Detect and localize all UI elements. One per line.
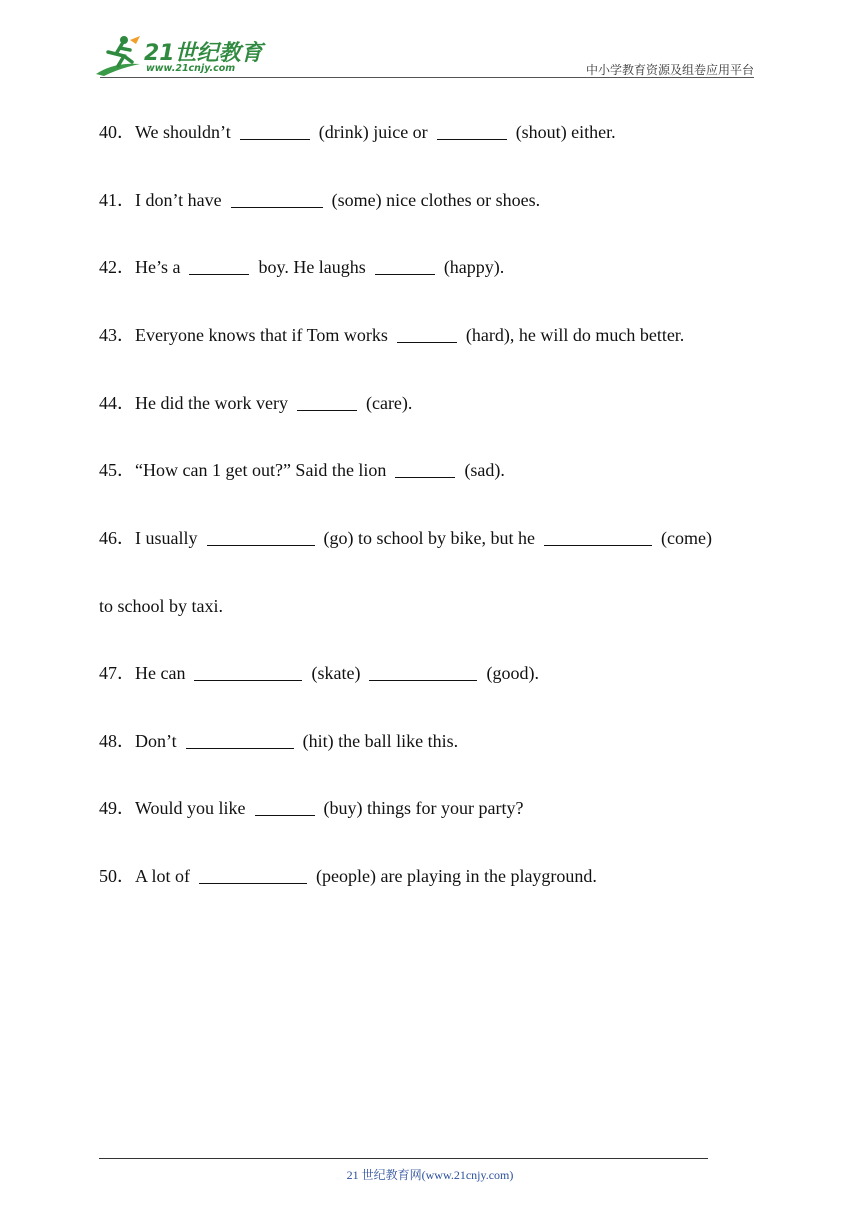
question-text: (drink) juice or [318,122,428,142]
question-text: (shout) either. [515,122,616,142]
question-40 [99,121,616,143]
answer-blank[interactable] [437,123,507,140]
answer-blank[interactable] [375,258,435,275]
answer-blank[interactable] [199,867,307,884]
question-text: He’s a [135,257,181,277]
question-45 [99,459,505,481]
question-text: (hit) the ball like this. [302,731,459,751]
question-text: (skate) [311,663,361,683]
question-number: 47． [99,663,135,683]
question-text: (care). [365,393,413,413]
question-text: “How can 1 get out?” Said the lion [135,460,387,480]
question-number: 40． [99,122,135,142]
question-42 [99,256,504,278]
question-text: (people) are playing in the playground. [316,866,597,886]
question-49 [99,797,524,819]
answer-blank[interactable] [194,664,302,681]
answer-blank[interactable] [397,326,457,343]
question-44 [99,392,412,414]
answer-blank[interactable] [240,123,310,140]
question-text: I don’t have [135,190,222,210]
question-text: Would you like [135,798,246,818]
question-text: We shouldn’t [135,122,231,142]
question-number: 49． [99,798,135,818]
question-text: boy. He laughs [258,257,366,277]
question-text: (sad). [464,460,505,480]
answer-blank[interactable] [369,664,477,681]
question-48 [99,730,458,752]
question-46-continuation [99,595,223,617]
question-text: to school by taxi. [99,596,223,616]
answer-blank[interactable] [544,529,652,546]
answer-blank[interactable] [297,394,357,411]
question-number: 46． [99,528,135,548]
footer-divider [99,1158,708,1159]
header-divider [100,77,754,78]
runner-logo-icon [94,34,146,78]
logo-url: www.21cnjy.com [146,63,236,74]
question-50 [99,865,597,887]
question-text: (come) [660,528,712,548]
platform-name: 中小学教育资源及组卷应用平台 [585,63,754,77]
logo-text: 21世纪教育 [144,41,263,66]
question-number: 50． [99,866,135,886]
question-text: I usually [135,528,198,548]
question-text: Don’t [135,731,177,751]
question-text: Everyone knows that if Tom works [135,325,388,345]
question-text: He can [135,663,186,683]
question-text: A lot of [135,866,191,886]
question-text: (some) nice clothes or shoes. [331,190,541,210]
question-number: 48． [99,731,135,751]
question-number: 45． [99,460,135,480]
question-text: (happy). [443,257,505,277]
answer-blank[interactable] [189,258,249,275]
answer-blank[interactable] [186,732,294,749]
question-43 [99,324,684,346]
footer-link[interactable]: 21 世纪教育网(www.21cnjy.com) [346,1168,514,1182]
question-text: (good). [486,663,539,683]
answer-blank[interactable] [255,799,315,816]
answer-blank[interactable] [231,191,323,208]
question-number: 41． [99,190,135,210]
question-46 [99,527,712,549]
logo [94,34,264,78]
question-text: (buy) things for your party? [323,798,524,818]
question-number: 44． [99,393,135,413]
answer-blank[interactable] [207,529,315,546]
page-header [0,0,860,90]
question-text: He did the work very [135,393,288,413]
answer-blank[interactable] [395,461,455,478]
question-number: 43． [99,325,135,345]
question-text: (hard), he will do much better. [465,325,685,345]
question-text: (go) to school by bike, but he [323,528,535,548]
question-number: 42． [99,257,135,277]
question-47 [99,662,539,684]
question-41 [99,189,540,211]
